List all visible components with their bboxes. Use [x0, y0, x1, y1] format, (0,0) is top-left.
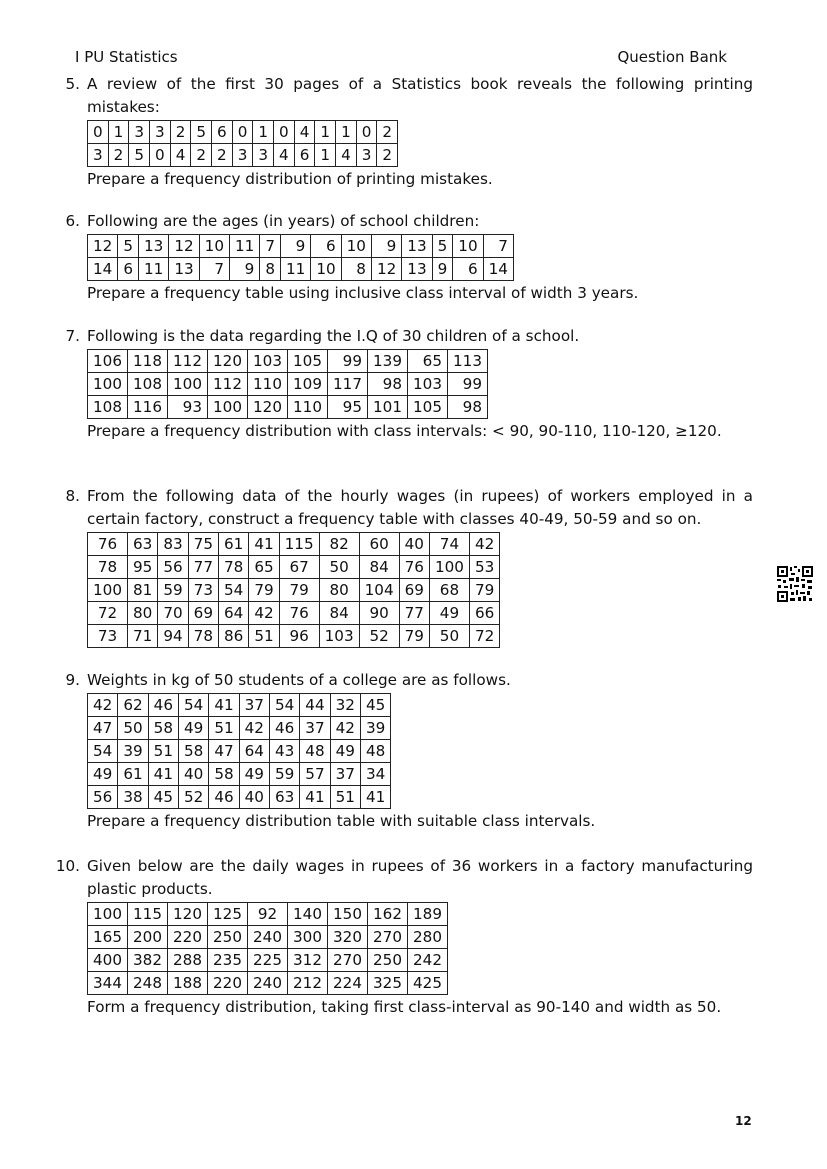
- page-number: 12: [735, 1114, 752, 1128]
- table-cell: 4: [170, 144, 191, 167]
- table-cell: 1: [108, 121, 129, 144]
- table-cell: 344: [88, 972, 128, 995]
- table-cell: 50: [118, 717, 148, 740]
- table-cell: 37: [330, 763, 360, 786]
- table-cell: 224: [328, 972, 368, 995]
- question-intro: Given below are the daily wages in rupees of 36 workers in a factory manufacturing plastic products.: [87, 857, 753, 898]
- table-cell: 108: [128, 373, 168, 396]
- table-cell: 117: [328, 373, 368, 396]
- table-cell: 58: [178, 740, 208, 763]
- table-cell: 47: [209, 740, 239, 763]
- table-cell: 52: [178, 786, 208, 809]
- table-cell: 50: [319, 556, 359, 579]
- table-cell: 139: [368, 350, 408, 373]
- table-cell: 42: [330, 717, 360, 740]
- table-cell: 1: [253, 121, 274, 144]
- table-cell: 54: [88, 740, 118, 763]
- table-cell: 103: [248, 350, 288, 373]
- table-cell: 49: [429, 602, 469, 625]
- table-cell: 80: [128, 602, 158, 625]
- question-8: [50, 485, 753, 649]
- table-cell: 77: [399, 602, 429, 625]
- table-cell: 1: [315, 144, 336, 167]
- table-cell: 2: [212, 144, 233, 167]
- table-cell: 4: [336, 144, 357, 167]
- table-cell: 6: [311, 235, 341, 258]
- table-cell: 189: [408, 903, 448, 926]
- table-cell: 48: [300, 740, 330, 763]
- table-cell: 100: [429, 556, 469, 579]
- table-row: [88, 396, 488, 419]
- table-cell: 9: [371, 235, 401, 258]
- question-number: 5.: [65, 75, 80, 93]
- table-row: [88, 717, 391, 740]
- table-cell: 150: [328, 903, 368, 926]
- table-cell: 0: [88, 121, 109, 144]
- table-cell: 3: [356, 144, 377, 167]
- table-cell: 12: [371, 258, 401, 281]
- table-cell: 6: [212, 121, 233, 144]
- table-cell: 45: [148, 786, 178, 809]
- table-cell: 6: [453, 258, 483, 281]
- table-row: [88, 926, 448, 949]
- table-cell: 64: [239, 740, 269, 763]
- table-cell: 2: [377, 144, 398, 167]
- table-cell: 9: [229, 258, 259, 281]
- table-cell: 100: [168, 373, 208, 396]
- table-row: [88, 949, 448, 972]
- table-cell: 59: [158, 579, 188, 602]
- table-cell: 108: [88, 396, 128, 419]
- table-cell: 3: [129, 121, 150, 144]
- table-cell: 188: [168, 972, 208, 995]
- table-cell: 242: [408, 949, 448, 972]
- table-cell: 54: [269, 694, 299, 717]
- table-cell: 44: [300, 694, 330, 717]
- table-cell: 41: [148, 763, 178, 786]
- table-cell: 106: [88, 350, 128, 373]
- table-cell: 7: [483, 235, 513, 258]
- table-row: [88, 602, 500, 625]
- table-cell: 49: [178, 717, 208, 740]
- table-cell: 37: [239, 694, 269, 717]
- question-outro: Prepare a frequency distribution table with suitable class intervals.: [87, 812, 596, 830]
- table-cell: 3: [253, 144, 274, 167]
- question-number: 8.: [65, 487, 80, 505]
- question-outro: Prepare a frequency table using inclusive class interval of width 3 years.: [87, 284, 639, 302]
- table-row: [88, 625, 500, 648]
- table-cell: 78: [218, 556, 248, 579]
- table-cell: 63: [269, 786, 299, 809]
- table-cell: 74: [429, 533, 469, 556]
- table-cell: 49: [239, 763, 269, 786]
- table-cell: 100: [88, 903, 128, 926]
- table-cell: 41: [249, 533, 279, 556]
- table-cell: 65: [249, 556, 279, 579]
- table-cell: 5: [191, 121, 212, 144]
- table-cell: 46: [209, 786, 239, 809]
- table-cell: 59: [269, 763, 299, 786]
- table-cell: 94: [158, 625, 188, 648]
- table-row: [88, 903, 448, 926]
- table-cell: 9: [432, 258, 453, 281]
- table-cell: 400: [88, 949, 128, 972]
- table-cell: 325: [368, 972, 408, 995]
- question-outro: Form a frequency distribution, taking first class-interval as 90-140 and width as 50.: [87, 998, 722, 1016]
- table-cell: 240: [248, 926, 288, 949]
- table-cell: 2: [191, 144, 212, 167]
- table-cell: 116: [128, 396, 168, 419]
- table-cell: 212: [288, 972, 328, 995]
- table-cell: 220: [168, 926, 208, 949]
- table-cell: 109: [288, 373, 328, 396]
- table-cell: 115: [128, 903, 168, 926]
- question-7: [50, 325, 753, 443]
- table-cell: 103: [408, 373, 448, 396]
- table-cell: 120: [168, 903, 208, 926]
- table-cell: 45: [360, 694, 390, 717]
- table-cell: 99: [448, 373, 488, 396]
- table-cell: 110: [248, 373, 288, 396]
- table-cell: 73: [88, 625, 128, 648]
- table-cell: 42: [239, 717, 269, 740]
- question-10: [50, 855, 753, 1019]
- table-row: [88, 740, 391, 763]
- table-cell: 5: [129, 144, 150, 167]
- table-cell: 76: [399, 556, 429, 579]
- question-intro: From the following data of the hourly wages (in rupees) of workers employed in a certain factory, construct a frequency table with classes 40-49, 50-59 and so on.: [87, 487, 753, 528]
- table-cell: 80: [319, 579, 359, 602]
- table-cell: 2: [108, 144, 129, 167]
- table-cell: 58: [209, 763, 239, 786]
- table-cell: 99: [328, 350, 368, 373]
- table-cell: 10: [311, 258, 341, 281]
- data-table: [87, 234, 514, 281]
- table-cell: 82: [319, 533, 359, 556]
- table-cell: 200: [128, 926, 168, 949]
- table-cell: 78: [88, 556, 128, 579]
- table-cell: 112: [208, 373, 248, 396]
- table-cell: 235: [208, 949, 248, 972]
- question-number: 9.: [65, 671, 80, 689]
- table-cell: 56: [158, 556, 188, 579]
- table-cell: 95: [328, 396, 368, 419]
- table-cell: 10: [199, 235, 229, 258]
- table-cell: 46: [148, 694, 178, 717]
- table-cell: 110: [288, 396, 328, 419]
- question-intro: A review of the first 30 pages of a Statistics book reveals the following printing mistakes:: [87, 75, 753, 116]
- data-table: [87, 349, 488, 419]
- table-cell: 4: [274, 144, 295, 167]
- table-cell: 51: [209, 717, 239, 740]
- table-row: [88, 258, 514, 281]
- table-cell: 65: [408, 350, 448, 373]
- data-table: [87, 693, 391, 809]
- table-cell: 76: [279, 602, 319, 625]
- table-cell: 61: [218, 533, 248, 556]
- table-cell: 95: [128, 556, 158, 579]
- question-number: 6.: [65, 212, 80, 230]
- table-cell: 40: [399, 533, 429, 556]
- table-cell: 56: [88, 786, 118, 809]
- table-cell: 69: [399, 579, 429, 602]
- question-5: [50, 73, 753, 191]
- table-cell: 103: [319, 625, 359, 648]
- table-cell: 225: [248, 949, 288, 972]
- table-cell: 13: [402, 235, 432, 258]
- table-row: [88, 694, 391, 717]
- table-cell: 105: [408, 396, 448, 419]
- table-cell: 1: [336, 121, 357, 144]
- table-cell: 104: [359, 579, 399, 602]
- question-number: 10.: [55, 857, 80, 875]
- table-cell: 96: [279, 625, 319, 648]
- table-cell: 61: [118, 763, 148, 786]
- table-cell: 100: [208, 396, 248, 419]
- table-cell: 50: [429, 625, 469, 648]
- table-cell: 66: [469, 602, 499, 625]
- table-cell: 75: [188, 533, 218, 556]
- table-cell: 8: [341, 258, 371, 281]
- table-cell: 13: [139, 235, 169, 258]
- table-cell: 5: [432, 235, 453, 258]
- table-cell: 2: [377, 121, 398, 144]
- table-cell: 72: [469, 625, 499, 648]
- table-cell: 13: [402, 258, 432, 281]
- qr-code-icon: [776, 565, 814, 603]
- table-cell: 49: [330, 740, 360, 763]
- question-number: 7.: [65, 327, 80, 345]
- table-cell: 115: [279, 533, 319, 556]
- table-cell: 43: [269, 740, 299, 763]
- table-cell: 270: [368, 926, 408, 949]
- table-cell: 47: [88, 717, 118, 740]
- table-row: [88, 235, 514, 258]
- table-cell: 60: [359, 533, 399, 556]
- table-cell: 125: [208, 903, 248, 926]
- table-cell: 57: [300, 763, 330, 786]
- table-cell: 51: [148, 740, 178, 763]
- table-cell: 10: [341, 235, 371, 258]
- table-cell: 34: [360, 763, 390, 786]
- header-right: Question Bank: [617, 48, 727, 66]
- table-cell: 14: [88, 258, 118, 281]
- table-cell: 40: [239, 786, 269, 809]
- header-left: I PU Statistics: [75, 48, 178, 66]
- table-cell: 6: [294, 144, 315, 167]
- table-cell: 79: [279, 579, 319, 602]
- table-cell: 39: [118, 740, 148, 763]
- table-cell: 7: [199, 258, 229, 281]
- table-cell: 118: [128, 350, 168, 373]
- table-cell: 42: [249, 602, 279, 625]
- table-cell: 51: [330, 786, 360, 809]
- table-cell: 12: [169, 235, 199, 258]
- table-cell: 90: [359, 602, 399, 625]
- table-cell: 140: [288, 903, 328, 926]
- table-cell: 105: [288, 350, 328, 373]
- table-cell: 4: [294, 121, 315, 144]
- table-cell: 0: [150, 144, 171, 167]
- table-cell: 113: [448, 350, 488, 373]
- table-cell: 8: [260, 258, 281, 281]
- table-row: [88, 533, 500, 556]
- table-cell: 51: [249, 625, 279, 648]
- question-intro: Following is the data regarding the I.Q of 30 children of a school.: [87, 327, 580, 345]
- table-cell: 76: [88, 533, 128, 556]
- table-cell: 270: [328, 949, 368, 972]
- table-cell: 3: [88, 144, 109, 167]
- table-cell: 79: [469, 579, 499, 602]
- table-cell: 220: [208, 972, 248, 995]
- question-outro: Prepare a frequency distribution of printing mistakes.: [87, 170, 493, 188]
- table-cell: 10: [453, 235, 483, 258]
- table-cell: 54: [178, 694, 208, 717]
- table-cell: 9: [280, 235, 310, 258]
- table-cell: 165: [88, 926, 128, 949]
- table-cell: 63: [128, 533, 158, 556]
- table-cell: 2: [170, 121, 191, 144]
- question-9: [50, 669, 753, 833]
- question-outro: Prepare a frequency distribution with class intervals: < 90, 90-110, 110-120, ≥120.: [87, 422, 722, 440]
- table-cell: 78: [188, 625, 218, 648]
- table-cell: 84: [359, 556, 399, 579]
- question-6: [50, 210, 753, 305]
- table-row: [88, 121, 398, 144]
- table-cell: 3: [150, 121, 171, 144]
- table-cell: 64: [218, 602, 248, 625]
- table-cell: 39: [360, 717, 390, 740]
- table-cell: 62: [118, 694, 148, 717]
- table-cell: 32: [330, 694, 360, 717]
- table-cell: 41: [300, 786, 330, 809]
- table-cell: 81: [128, 579, 158, 602]
- table-cell: 120: [248, 396, 288, 419]
- table-cell: 71: [128, 625, 158, 648]
- table-cell: 382: [128, 949, 168, 972]
- table-cell: 240: [248, 972, 288, 995]
- table-cell: 280: [408, 926, 448, 949]
- table-cell: 41: [209, 694, 239, 717]
- table-cell: 68: [429, 579, 469, 602]
- table-cell: 49: [88, 763, 118, 786]
- table-cell: 11: [280, 258, 310, 281]
- table-cell: 112: [168, 350, 208, 373]
- data-table: [87, 532, 500, 648]
- table-row: [88, 972, 448, 995]
- table-cell: 93: [168, 396, 208, 419]
- table-cell: 0: [232, 121, 253, 144]
- table-cell: 0: [274, 121, 295, 144]
- table-cell: 92: [248, 903, 288, 926]
- table-cell: 320: [328, 926, 368, 949]
- table-cell: 67: [279, 556, 319, 579]
- table-cell: 52: [359, 625, 399, 648]
- table-cell: 70: [158, 602, 188, 625]
- table-cell: 40: [178, 763, 208, 786]
- table-cell: 425: [408, 972, 448, 995]
- question-intro: Weights in kg of 50 students of a college are as follows.: [87, 671, 511, 689]
- table-cell: 42: [469, 533, 499, 556]
- table-cell: 6: [118, 258, 139, 281]
- question-intro: Following are the ages (in years) of school children:: [87, 212, 480, 230]
- table-cell: 250: [368, 949, 408, 972]
- table-cell: 46: [269, 717, 299, 740]
- table-cell: 0: [356, 121, 377, 144]
- table-cell: 37: [300, 717, 330, 740]
- table-cell: 250: [208, 926, 248, 949]
- table-cell: 288: [168, 949, 208, 972]
- table-cell: 98: [448, 396, 488, 419]
- table-cell: 1: [315, 121, 336, 144]
- data-table: [87, 120, 398, 167]
- table-cell: 58: [148, 717, 178, 740]
- table-cell: 14: [483, 258, 513, 281]
- data-table: [87, 902, 448, 995]
- table-cell: 73: [188, 579, 218, 602]
- table-cell: 53: [469, 556, 499, 579]
- table-cell: 86: [218, 625, 248, 648]
- table-cell: 72: [88, 602, 128, 625]
- table-row: [88, 144, 398, 167]
- table-cell: 84: [319, 602, 359, 625]
- table-cell: 41: [360, 786, 390, 809]
- table-row: [88, 763, 391, 786]
- table-cell: 13: [169, 258, 199, 281]
- table-cell: 54: [218, 579, 248, 602]
- table-cell: 120: [208, 350, 248, 373]
- table-cell: 5: [118, 235, 139, 258]
- table-cell: 248: [128, 972, 168, 995]
- table-row: [88, 373, 488, 396]
- table-cell: 79: [399, 625, 429, 648]
- table-cell: 312: [288, 949, 328, 972]
- table-cell: 12: [88, 235, 118, 258]
- table-cell: 162: [368, 903, 408, 926]
- table-row: [88, 579, 500, 602]
- table-cell: 300: [288, 926, 328, 949]
- table-cell: 83: [158, 533, 188, 556]
- table-cell: 79: [249, 579, 279, 602]
- table-cell: 100: [88, 373, 128, 396]
- table-cell: 11: [229, 235, 259, 258]
- table-cell: 11: [139, 258, 169, 281]
- table-cell: 48: [360, 740, 390, 763]
- table-cell: 7: [260, 235, 281, 258]
- table-row: [88, 556, 500, 579]
- table-cell: 42: [88, 694, 118, 717]
- table-cell: 98: [368, 373, 408, 396]
- table-cell: 77: [188, 556, 218, 579]
- table-cell: 69: [188, 602, 218, 625]
- table-row: [88, 350, 488, 373]
- table-cell: 100: [88, 579, 128, 602]
- table-cell: 101: [368, 396, 408, 419]
- table-row: [88, 786, 391, 809]
- table-cell: 38: [118, 786, 148, 809]
- table-cell: 3: [232, 144, 253, 167]
